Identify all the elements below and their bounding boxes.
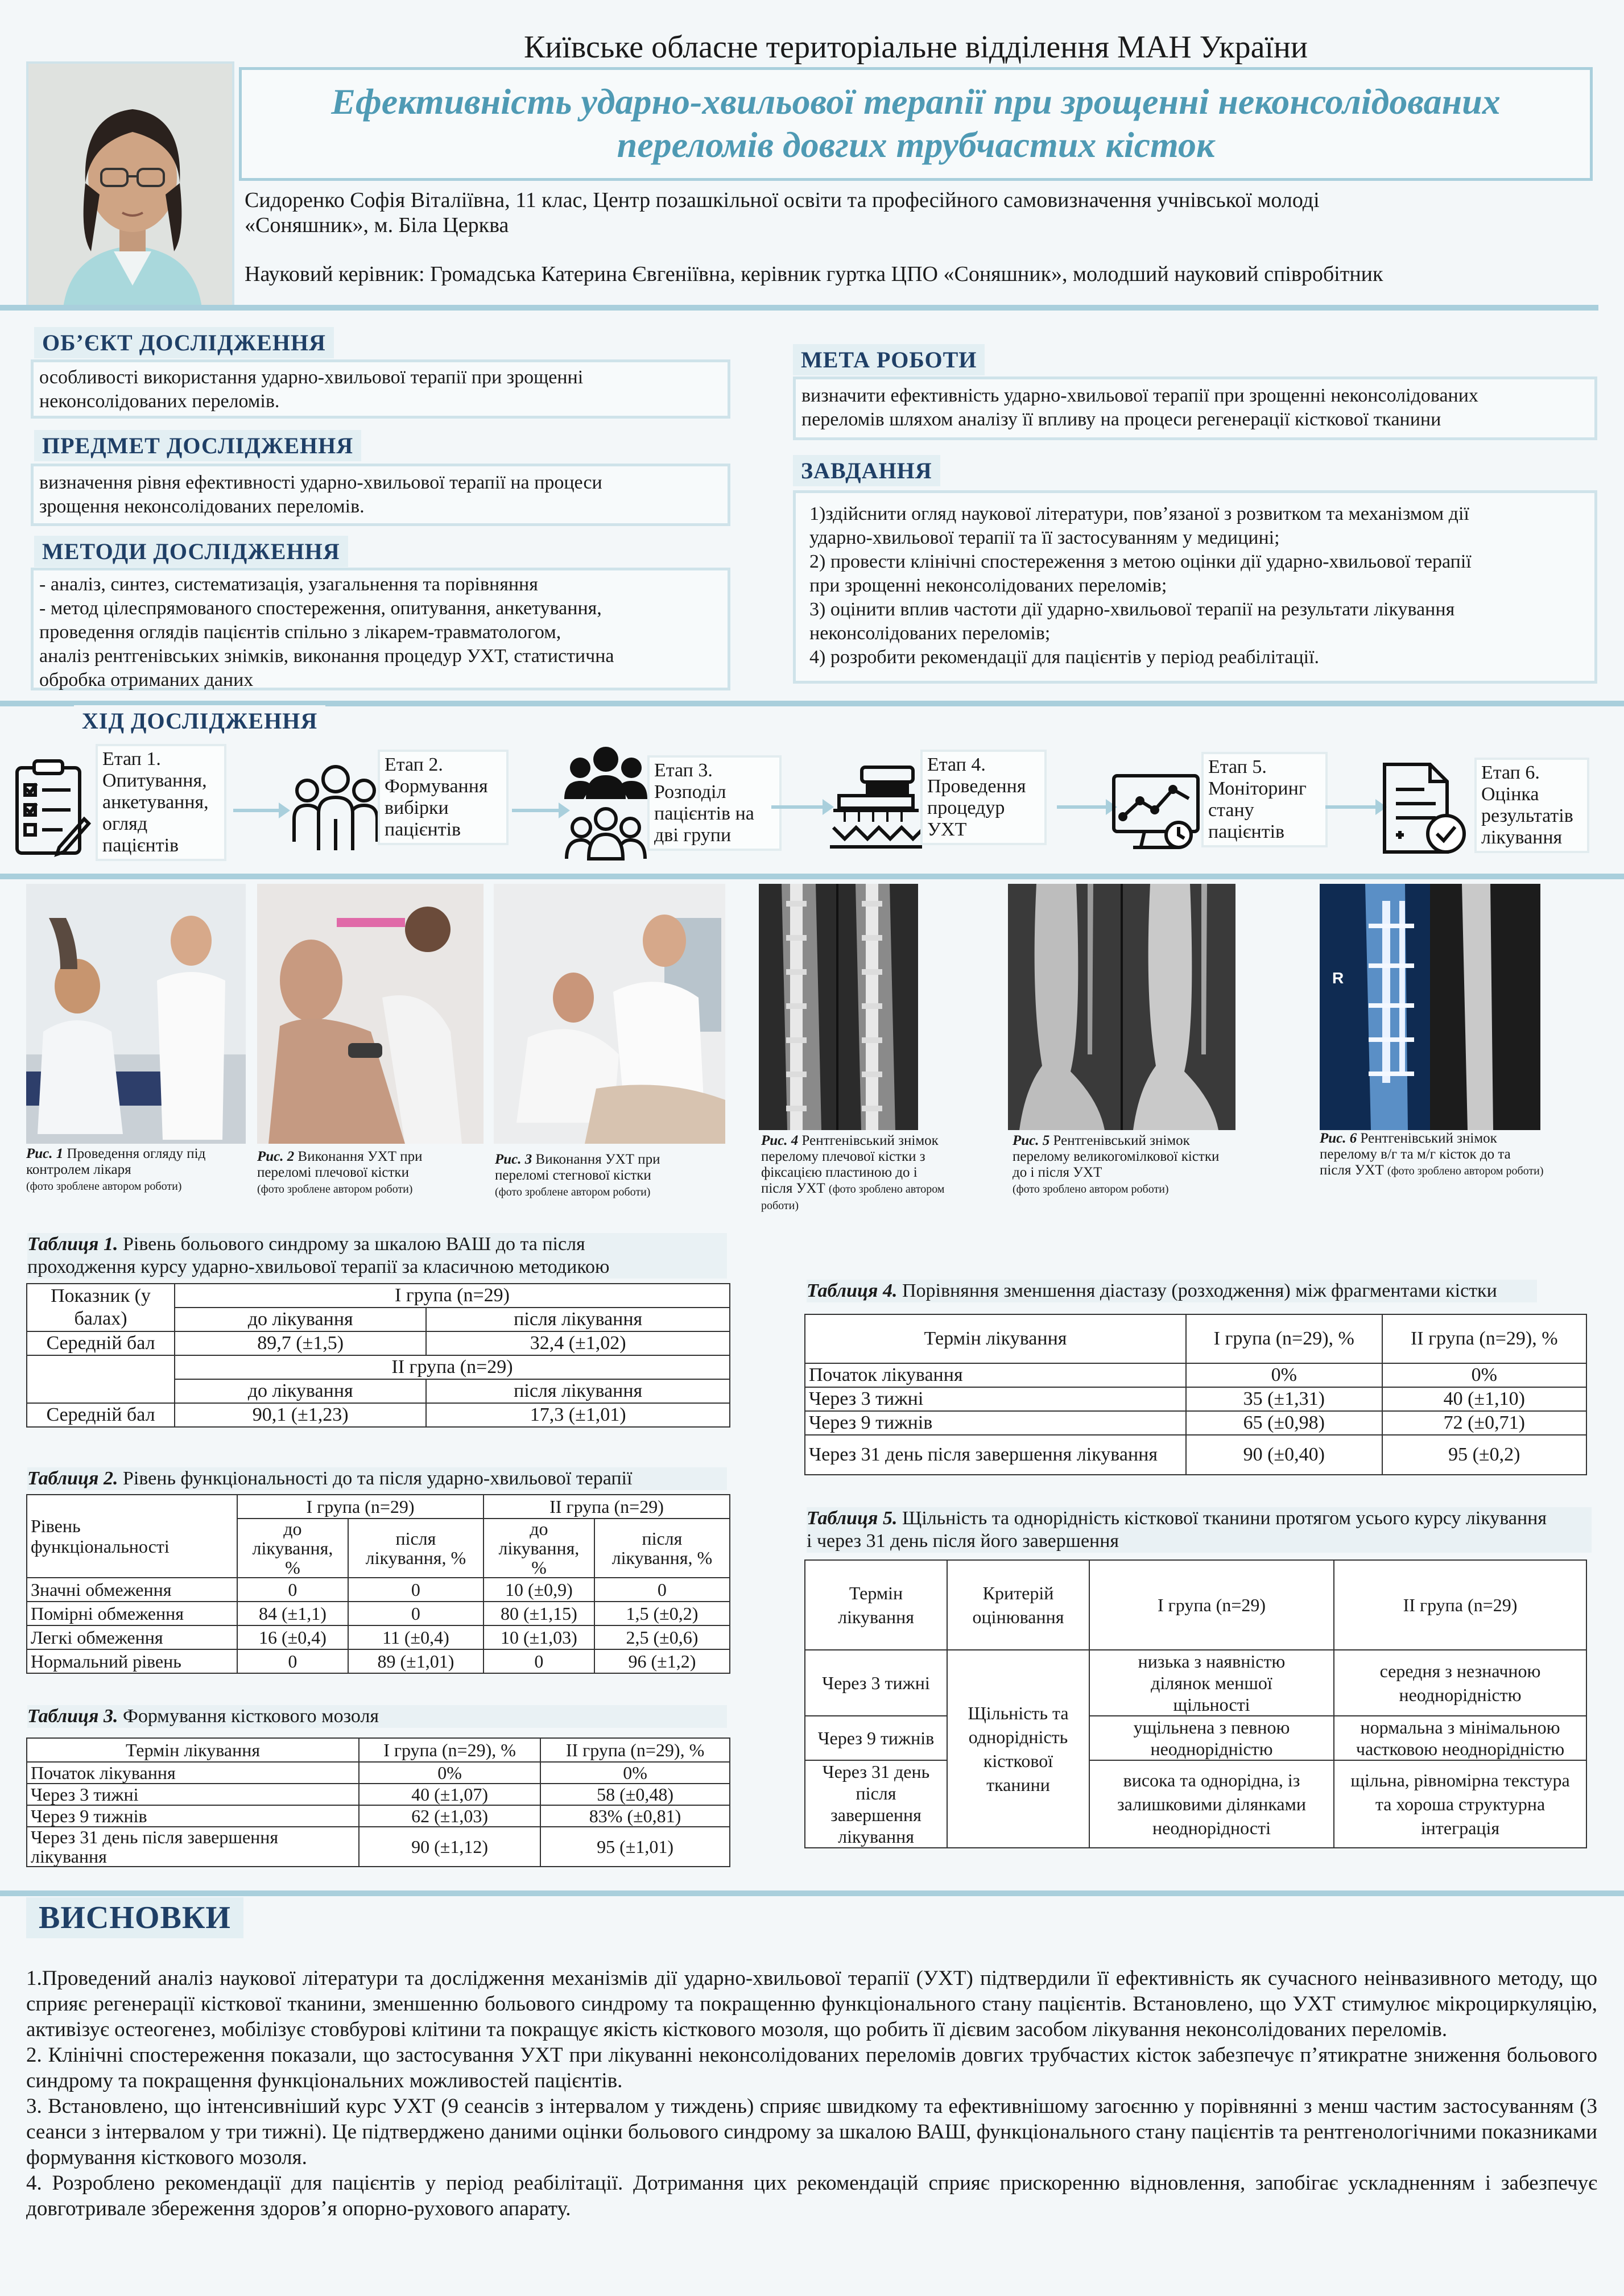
object-line: особливості використання ударно-хвильової терапії при зрощенні xyxy=(39,367,584,388)
methods-line: обробка отриманих даних xyxy=(39,669,254,690)
figure-caption-5: Рис. 5 Рентгенівський знімок перелому великогомілкової кістки до і після УХТ (фото зроблено автором роботи) xyxy=(1013,1133,1220,1195)
stage-line: лікування xyxy=(1481,827,1563,848)
methods-line: проведення оглядів пацієнтів спільно з лікарем-травматологом, xyxy=(39,622,561,643)
conclusion-paragraph: 2. Клінічні спостереження показали, що застосування УХТ при лікуванні неконсолідованих переломів довгих трубчастих кісток забезпечує п’ятикратне зниження больового синдрому та покращення функціональних можливостей пацієнтів. xyxy=(26,2043,1597,2092)
stage-line: пацієнтів xyxy=(102,835,179,856)
poster-title-line1: Ефективність ударно-хвильової терапії при зрощенні неконсолідованих xyxy=(331,81,1501,122)
table5-group1: I група (n=29) xyxy=(1089,1560,1334,1650)
table4 xyxy=(804,1314,1587,1475)
stage-line: Етап 2. xyxy=(385,754,443,775)
stage-line: Етап 6. xyxy=(1481,762,1540,783)
table-row: Легкі обмеження 16 (±0,4) 11 (±0,4) 10 (±1,03) 2,5 (±0,6) xyxy=(27,1625,730,1649)
figure-caption-2: Рис. 2 Виконання УХТ при переломі плечової кістки (фото зроблене автором роботи) xyxy=(257,1149,423,1195)
figure-label: Рис. 2 xyxy=(257,1149,295,1164)
stage-4 xyxy=(920,750,1047,845)
stage-line: пацієнтів xyxy=(385,819,461,840)
table1-after: після лікування xyxy=(426,1308,730,1331)
subject-line: зрощення неконсолідованих переломів. xyxy=(39,496,365,517)
flow-arrow xyxy=(512,809,561,812)
flow-arrow xyxy=(1057,805,1108,809)
figure-label: Рис. 1 xyxy=(26,1146,64,1161)
stage-line: Формування xyxy=(385,776,488,797)
table1-row-label: Середній бал xyxy=(27,1403,175,1427)
figure-note: (фото зроблено автором роботи) xyxy=(1013,1183,1169,1195)
author-portrait xyxy=(26,61,234,311)
stage-line: пацієнтів xyxy=(1208,821,1285,842)
table3-label: Таблиця 3. xyxy=(27,1706,118,1727)
shockwave-device-icon xyxy=(828,765,924,853)
xray-humerus xyxy=(759,884,918,1130)
stage-line: огляд xyxy=(102,813,148,834)
table1-group2: II група (n=29) xyxy=(175,1355,730,1379)
table4-header: II група (n=29), % xyxy=(1382,1314,1586,1363)
figure-label: Рис. 5 xyxy=(1013,1133,1050,1148)
table1-cell: 89,7 (±1,5) xyxy=(175,1331,426,1355)
people-group-icon xyxy=(287,756,384,856)
flow-arrow xyxy=(233,809,281,812)
checklist-icon xyxy=(11,756,91,862)
table2-before: до лікування, % xyxy=(484,1519,594,1578)
author-line2: «Соняшник», м. Біла Церква xyxy=(245,213,509,237)
figure-caption-6: Рис. 6 Рентгенівський знімок перелому в/г та м/г кісток до та після УХТ (фото зроблено автором роботи) xyxy=(1320,1131,1544,1178)
table5 xyxy=(804,1559,1587,1848)
divider-conclusions xyxy=(0,1890,1624,1896)
stage-line: Етап 1. xyxy=(102,748,161,770)
tasks-line: неконсолідованих переломів; xyxy=(809,623,1051,644)
figure-caption-1: Рис. 1 Проведення огляду під контролем лікаря (фото зроблене автором роботи) xyxy=(26,1146,206,1193)
table3-header: Термін лікування xyxy=(27,1738,359,1762)
figure-note: (фото зроблене автором роботи) xyxy=(495,1186,651,1198)
stage-line: анкетування, xyxy=(102,792,209,813)
table4-caption: Таблиця 4. Порівняння зменшення діастазу (розходження) між фрагментами кістки xyxy=(807,1280,1537,1302)
conclusion-paragraph: 1.Проведений аналіз наукової літератури та дослідження механізмів дії ударно-хвильової терапії (УХТ) підтвердили її ефективність як сучасного неінвазивного методу, що сприяє регенерації кісткової тканини, зменшенню больового синдрому та покращенню функціонального стану пацієнтів. Встановлено, що УХТ стимулює мікроциркуляцію, активізує остеогенез, мобілізує стовбурові клітини та покращує якість кісткового мозоля, що робить її дієвим засобом лікування неконсолідованих переломів. xyxy=(26,1967,1597,2041)
table5-criterion: Щільність та однорідність кісткової тканини xyxy=(947,1650,1089,1848)
table-row: Через 3 тижні Щільність та однорідність кісткової тканини низька з наявністю ділянок меншої щільності середня з незначною неоднорідністю xyxy=(805,1650,1586,1716)
table5-caption: Таблиця 5. Щільність та однорідність кісткової тканини протягом усього курсу лікування і через 31 день після його завершення xyxy=(807,1507,1592,1553)
conclusions-heading: ВИСНОВКИ xyxy=(26,1897,243,1938)
table2-level-header: Рівень функціональності xyxy=(27,1495,237,1578)
author-info xyxy=(245,188,1598,238)
object-box xyxy=(31,359,730,419)
figure-note: (фото зроблено автором роботи) xyxy=(1387,1165,1544,1177)
figure-note: (фото зроблене автором роботи) xyxy=(257,1183,413,1195)
table4-header: Термін лікування xyxy=(805,1314,1186,1363)
table-row: Через 31 день після завершення лікування 90 (±0,40) 95 (±0,2) xyxy=(805,1435,1586,1475)
progress-heading: ХІД ДОСЛІДЖЕННЯ xyxy=(74,705,325,737)
table2-caption: Таблиця 2. Рівень функціональності до та після ударно-хвильової терапії xyxy=(27,1467,727,1490)
methods-line: - метод цілеспрямованого спостереження, опитування, анкетування, xyxy=(39,598,602,619)
table5-label: Таблиця 5. xyxy=(807,1508,898,1529)
tasks-line: 3) оцінити вплив частоти дії ударно-хвильової терапії на результати лікування xyxy=(809,599,1455,620)
stage-line: результатів xyxy=(1481,805,1573,826)
table1 xyxy=(26,1283,730,1428)
table1-before: до лікування xyxy=(175,1379,426,1403)
table4-header: I група (n=29), % xyxy=(1186,1314,1382,1363)
xray-tibia xyxy=(1008,884,1235,1130)
subject-line: визначення рівня ефективності ударно-хвильової терапії на процеси xyxy=(39,472,602,493)
flow-arrow xyxy=(771,805,825,809)
figure-label: Рис. 6 xyxy=(1320,1131,1357,1146)
author-line1: Сидоренко Софія Віталіївна, 11 клас, Центр позашкільної освіти та професійного самовизначення учнівської молоді xyxy=(245,188,1320,212)
conclusion-paragraph: 4. Розроблено рекомендації для пацієнтів у період реабілітації. Дотримання цих рекомендацій сприяє прискоренню відновлення, запобігає ускладненням і забезпечує довготривале збереження здоров’я опорно-рухового апарату. xyxy=(26,2171,1597,2220)
supervisor-info: Науковий керівник: Громадська Катерина Євгеніївна, керівник гуртка ЦПО «Соняшник», молодший науковий співробітник xyxy=(245,262,1383,286)
divider-top xyxy=(0,305,1598,311)
stage-line: пацієнтів на xyxy=(654,803,754,824)
table-row: Помірні обмеження 84 (±1,1) 0 80 (±1,15) 1,5 (±0,2) xyxy=(27,1602,730,1625)
methods-box xyxy=(31,568,730,690)
poster-title-line2: переломів довгих трубчастих кісток xyxy=(617,125,1215,165)
conclusions-text xyxy=(26,1966,1597,2221)
tasks-line: 2) провести клінічні спостереження з метою оцінки дії ударно-хвильової терапії xyxy=(809,551,1472,572)
table1-before: до лікування xyxy=(175,1308,426,1331)
stage-line: Етап 4. xyxy=(927,754,986,775)
stage-2 xyxy=(378,750,509,845)
tasks-line: ударно-хвильової терапії та її застосуванням у медицині; xyxy=(809,527,1280,548)
table3-caption: Таблиця 3. Формування кісткового мозоля xyxy=(27,1705,727,1728)
flow-arrow xyxy=(1325,805,1378,809)
stage-line: дві групи xyxy=(654,825,732,846)
table-row: Через 9 тижнів ущільнена з певною неоднорідністю нормальна з мінімальною частковою неоднорідністю xyxy=(805,1716,1586,1760)
figure-note: (фото зроблене автором роботи) xyxy=(26,1180,182,1193)
table1-cell: 90,1 (±1,23) xyxy=(175,1403,426,1427)
tasks-line: при зрощенні неконсолідованих переломів; xyxy=(809,575,1167,596)
tasks-line: 1)здійснити огляд наукової літератури, пов’язаної з розвитком та механізмом дії xyxy=(809,503,1469,524)
stage-line: УХТ xyxy=(927,819,967,840)
stage-line: Моніторинг xyxy=(1208,778,1307,799)
xray-lower-leg xyxy=(1320,884,1540,1130)
subject-heading: ПРЕДМЕТ ДОСЛІДЖЕННЯ xyxy=(34,430,361,461)
stage-line: Етап 3. xyxy=(654,760,713,781)
figure-label: Рис. 3 xyxy=(495,1152,532,1167)
methods-line: аналіз рентгенівських знімків, виконання процедур УХТ, статистична xyxy=(39,646,614,667)
figure-label: Рис. 4 xyxy=(761,1133,799,1148)
table2-after: після лікування, % xyxy=(348,1519,484,1578)
table5-group2: II група (n=29) xyxy=(1334,1560,1586,1650)
table-row: Нормальний рівень 0 89 (±1,01) 0 96 (±1,2) xyxy=(27,1649,730,1673)
table1-caption: Таблиця 1. Рівень больового синдрому за шкалою ВАШ до та після проходження курсу ударно-хвильової терапії за класичною методикою xyxy=(27,1233,727,1279)
table2-before: до лікування, % xyxy=(237,1519,348,1578)
tasks-line: 4) розробити рекомендації для пацієнтів у період реабілітації. xyxy=(809,647,1320,668)
document-check-icon xyxy=(1379,761,1470,861)
monitor-chart-icon xyxy=(1110,772,1201,855)
divider-stages xyxy=(0,874,1624,879)
methods-line: - аналіз, синтез, систематизація, узагальнення та порівняння xyxy=(39,574,538,595)
tasks-box xyxy=(793,490,1597,684)
table1-indicator-header: Показник (у балах) xyxy=(27,1284,175,1331)
table-row: Через 31 день після завершення лікування висока та однорідна, із залишковими ділянками неоднорідності щільна, рівномірна текстура та хороша структурна інтеграція xyxy=(805,1760,1586,1848)
stage-line: вибірки xyxy=(385,797,449,818)
table-row: Початок лікування 0% 0% xyxy=(27,1762,730,1784)
stage-6 xyxy=(1474,758,1589,853)
table2-group2: II група (n=29) xyxy=(484,1495,730,1519)
goal-box xyxy=(793,377,1597,440)
table5-criterion-header: Критерій оцінювання xyxy=(947,1560,1089,1650)
stage-line: стану xyxy=(1208,800,1254,821)
table3-header: I група (n=29), % xyxy=(359,1738,540,1762)
table-row: Через 9 тижнів 65 (±0,98) 72 (±0,71) xyxy=(805,1411,1586,1435)
table-row: Через 9 тижнів 62 (±1,03) 83% (±0,81) xyxy=(27,1805,730,1827)
table1-group1: I група (n=29) xyxy=(175,1284,730,1308)
table-row: Через 31 день після завершення лікування 90 (±1,12) 95 (±1,01) xyxy=(27,1827,730,1867)
figure-caption-4: Рис. 4 Рентгенівський знімок перелому плечової кістки з фіксацією пластиною до і після УХТ (фото зроблено автором роботи) xyxy=(761,1133,945,1212)
object-heading: ОБ’ЄКТ ДОСЛІДЖЕННЯ xyxy=(34,327,334,358)
stage-5 xyxy=(1201,752,1328,847)
table3 xyxy=(26,1737,730,1867)
title-box xyxy=(239,67,1593,181)
table2-group1: I група (n=29) xyxy=(237,1495,484,1519)
table-row: Через 3 тижні 35 (±1,31) 40 (±1,10) xyxy=(805,1387,1586,1411)
table1-after: після лікування xyxy=(426,1379,730,1403)
stage-line: Проведення xyxy=(927,776,1026,797)
table2-label: Таблиця 2. xyxy=(27,1468,118,1489)
stage-3 xyxy=(647,755,782,851)
tasks-heading: ЗАВДАННЯ xyxy=(793,455,940,486)
stage-line: Розподіл xyxy=(654,781,726,802)
table1-label: Таблиця 1. xyxy=(27,1234,118,1255)
photo-shoulder-therapy xyxy=(257,884,484,1144)
figure-caption-3: Рис. 3 Виконання УХТ при переломі стегнової кістки (фото зроблене автором роботи) xyxy=(495,1152,660,1198)
table1-row-label: Середній бал xyxy=(27,1331,175,1355)
table1-cell: 17,3 (±1,01) xyxy=(426,1403,730,1427)
org-name: Київське обласне територіальне відділення МАН України xyxy=(524,30,1308,65)
table-row: Через 3 тижні 40 (±1,07) 58 (±0,48) xyxy=(27,1784,730,1805)
conclusion-paragraph: 3. Встановлено, що інтенсивніший курс УХТ (9 сеансів з інтервалом у тиждень) сприяє швидкому та ефективнішому загоєнню у порівнянні з менш частим застосуванням (3 сеанси з інтервалом у три тижні). Це підтверджено даними оцінки больового синдрому за шкалою ВАШ, функціонального стану пацієнтів та рентгенологічними показниками формування кісткового мозоля. xyxy=(26,2095,1597,2169)
stage-line: Оцінка xyxy=(1481,784,1539,805)
split-groups-icon xyxy=(563,742,648,864)
table3-header: II група (n=29), % xyxy=(540,1738,730,1762)
xray-side-marker: R xyxy=(1332,969,1344,987)
stage-line: Опитування, xyxy=(102,770,207,791)
photo-exam xyxy=(26,884,246,1144)
stage-line: процедур xyxy=(927,797,1005,818)
table2 xyxy=(26,1494,730,1674)
goal-line: визначити ефективність ударно-хвильової терапії при зрощенні неконсолідованих xyxy=(801,385,1478,406)
stage-line: Етап 5. xyxy=(1208,756,1267,777)
photo-femur-therapy xyxy=(494,884,725,1144)
object-line: неконсолідованих переломів. xyxy=(39,391,280,412)
table2-after: після лікування, % xyxy=(594,1519,730,1578)
goal-line: переломів шляхом аналізу її впливу на процеси регенерації кісткової тканини xyxy=(801,409,1441,430)
stage-1 xyxy=(96,744,226,861)
figure-note: (фото зроблено автором роботи) xyxy=(761,1183,945,1212)
table4-label: Таблиця 4. xyxy=(807,1280,898,1301)
table1-cell: 32,4 (±1,02) xyxy=(426,1331,730,1355)
goal-heading: МЕТА РОБОТИ xyxy=(793,344,985,375)
subject-box xyxy=(31,464,730,526)
table-row: Значні обмеження 0 0 10 (±0,9) 0 xyxy=(27,1578,730,1602)
table5-term-header: Термін лікування xyxy=(805,1560,947,1650)
table-row: Початок лікування 0% 0% xyxy=(805,1363,1586,1387)
methods-heading: МЕТОДИ ДОСЛІДЖЕННЯ xyxy=(34,536,348,567)
